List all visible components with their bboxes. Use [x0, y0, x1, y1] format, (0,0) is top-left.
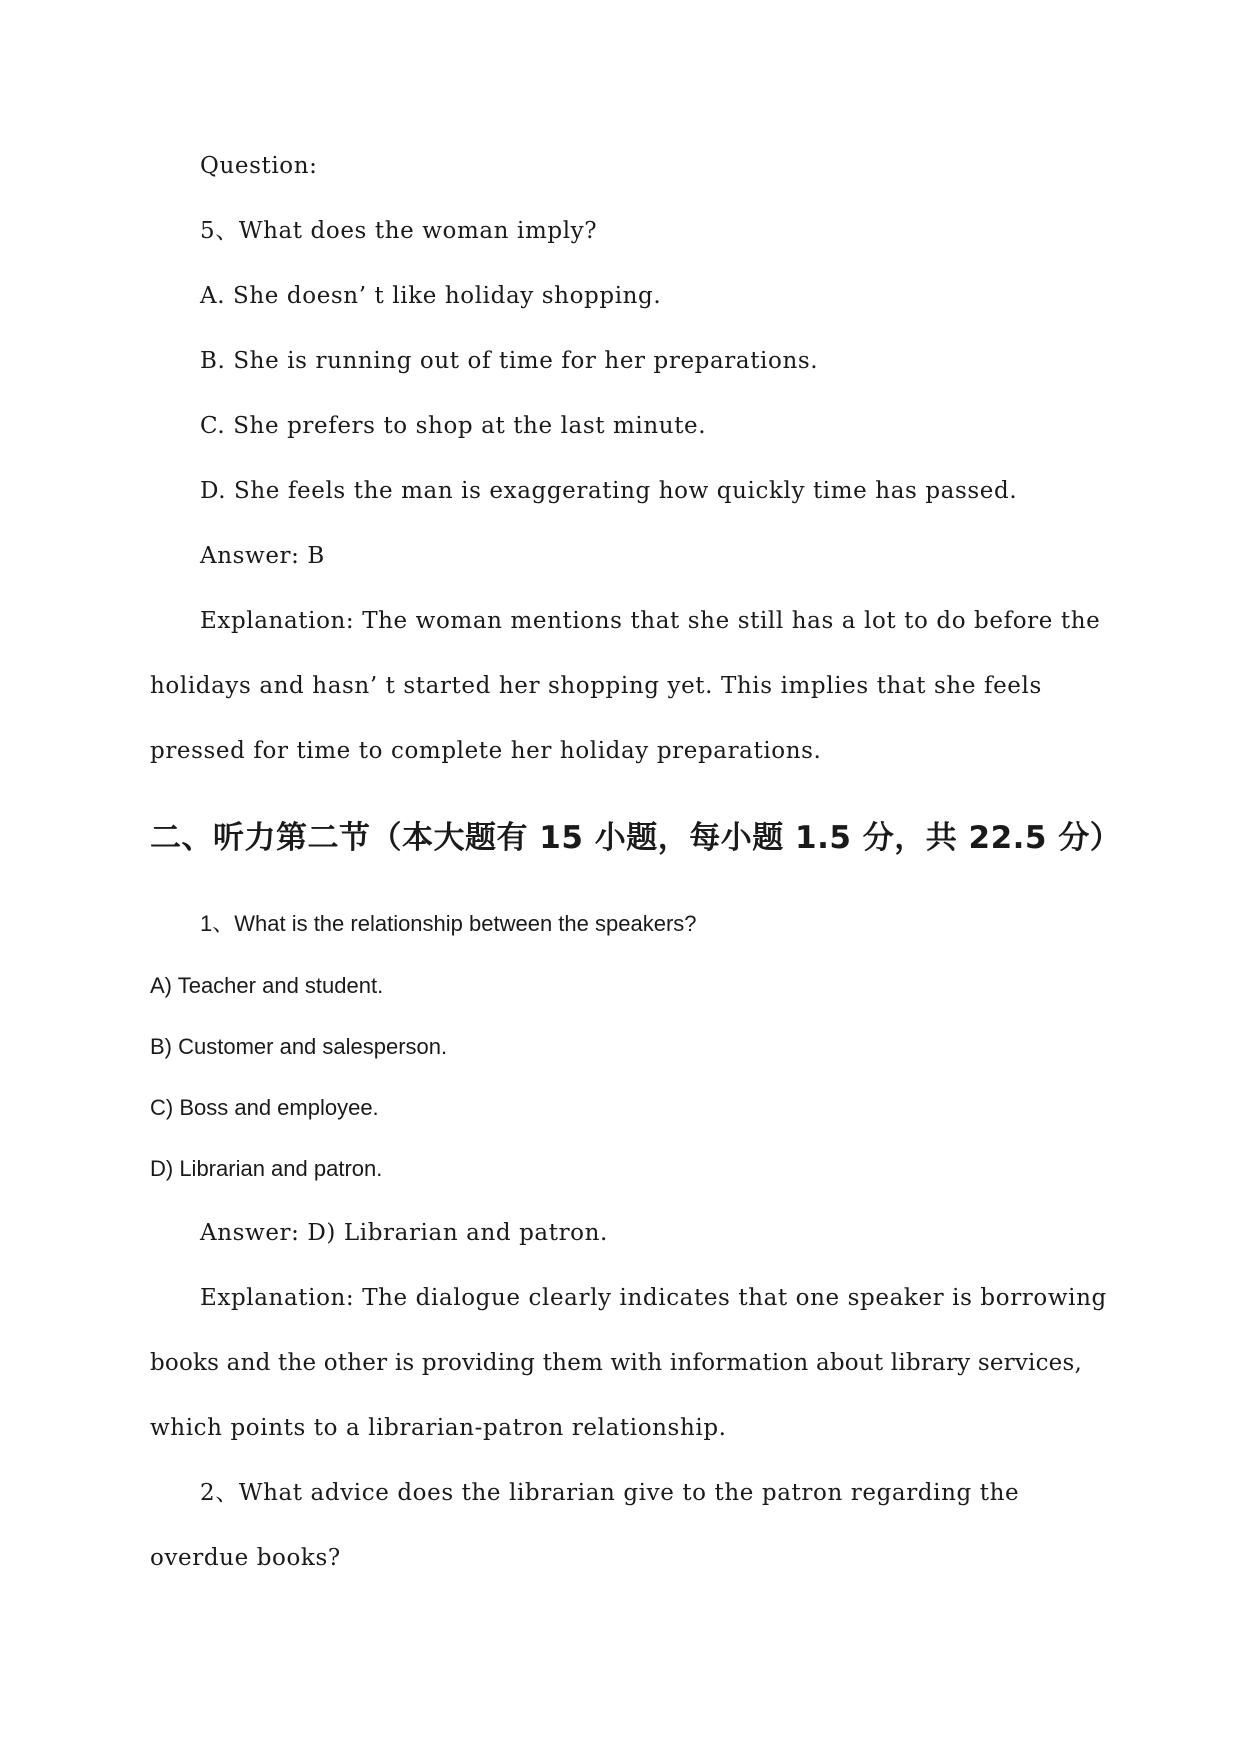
q2-stem-line2: overdue books? [150, 1545, 341, 1571]
q5-explanation-line1: Explanation: The woman mentions that she still has a lot to do before the [200, 608, 1101, 634]
q1-stem: 1、What is the relationship between the speakers? [200, 911, 697, 936]
q5-stem: 5、What does the woman imply? [200, 218, 598, 244]
section2-heading: 二、听力第二节（本大题有 15 小题，每小题 1.5 分，共 22.5 分） [150, 820, 1122, 856]
q5-option-c: C. She prefers to shop at the last minute. [200, 413, 707, 439]
q5-option-b: B. She is running out of time for her preparations. [200, 348, 819, 374]
q1-option-a: A) Teacher and student. [150, 973, 384, 998]
q1-option-b: B) Customer and salesperson. [150, 1034, 448, 1059]
q5-explanation-line2: holidays and hasn’ t started her shopping yet. This implies that she feels [150, 673, 1042, 699]
q5-option-d: D. She feels the man is exaggerating how quickly time has passed. [200, 478, 1018, 504]
q5-answer: Answer: B [200, 543, 325, 569]
q5-explanation-line3: pressed for time to complete her holiday preparations. [150, 738, 822, 764]
question-label: Question: [200, 153, 318, 179]
q1-explanation-line3: which points to a librarian-patron relationship. [150, 1415, 727, 1441]
q1-explanation-line2: books and the other is providing them with information about library services, [150, 1350, 1083, 1376]
q1-option-c: C) Boss and employee. [150, 1095, 379, 1120]
q5-option-a: A. She doesn’ t like holiday shopping. [200, 283, 662, 309]
q2-stem-line1: 2、What advice does the librarian give to the patron regarding the [200, 1480, 1020, 1506]
q1-explanation-line1: Explanation: The dialogue clearly indicates that one speaker is borrowing [200, 1285, 1107, 1311]
q1-option-d: D) Librarian and patron. [150, 1156, 383, 1181]
q1-answer: Answer: D) Librarian and patron. [200, 1220, 608, 1246]
